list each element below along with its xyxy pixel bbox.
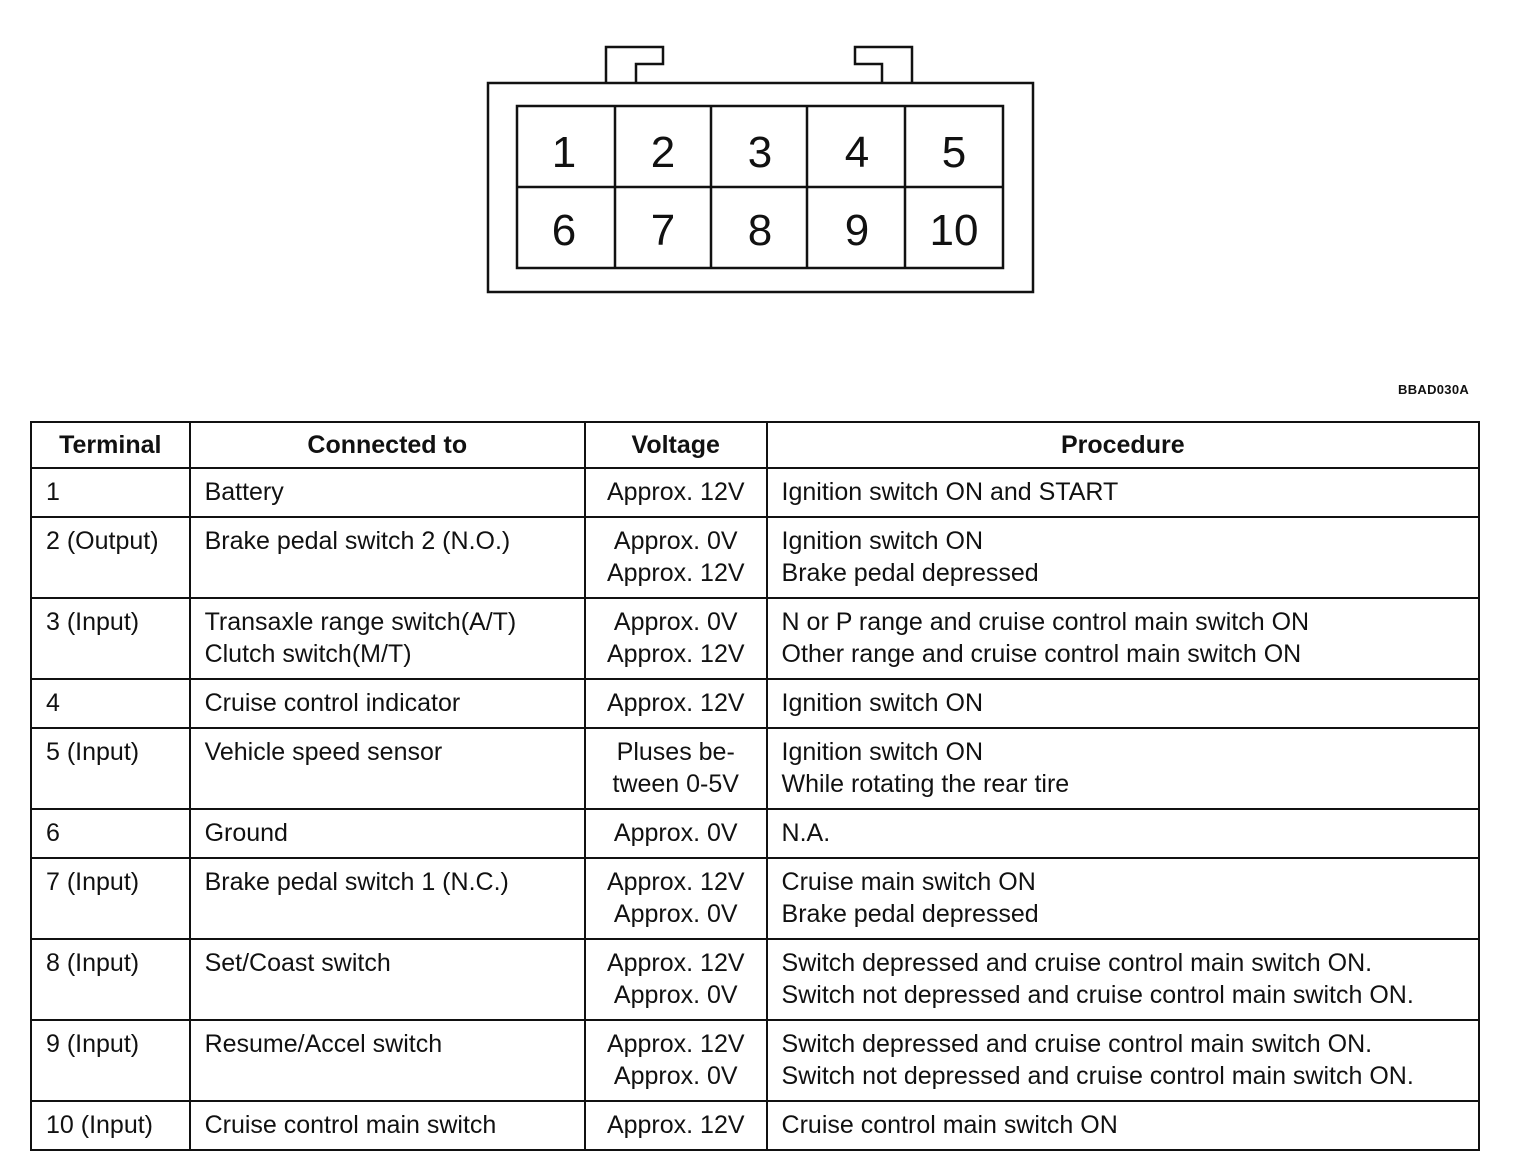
table-header-row	[31, 422, 1479, 468]
connector-pin-2: 2	[650, 128, 676, 177]
procedure-cell-line: N or P range and cruise control main switch ON	[781, 608, 1310, 636]
connected-to-cell-line: Cruise control indicator	[204, 689, 461, 717]
voltage-cell-line: Pluses be-	[616, 738, 735, 766]
connected-to-cell-line: Clutch switch(M/T)	[204, 640, 412, 668]
header-terminal: Terminal	[31, 422, 190, 468]
voltage-cell	[585, 598, 767, 679]
table-row	[31, 598, 1479, 679]
voltage-cell-line: Approx. 12V	[606, 949, 745, 977]
connector-latch-left	[606, 47, 663, 82]
connected-to-cell-line: Ground	[204, 819, 288, 847]
procedure-cell	[767, 728, 1479, 809]
connected-to-cell-line: Brake pedal switch 1 (N.C.)	[204, 868, 509, 896]
procedure-cell	[767, 939, 1479, 1020]
procedure-cell-line: Other range and cruise control main switch ON	[781, 640, 1302, 668]
terminal-cell: 3 (Input)	[31, 598, 190, 679]
voltage-cell-line: Approx. 0V	[613, 819, 738, 847]
connected-to-cell	[190, 1101, 585, 1150]
table-row	[31, 679, 1479, 728]
figure-id: BBAD030A	[1398, 382, 1470, 397]
procedure-cell-line: Ignition switch ON	[781, 689, 984, 717]
terminal-cell: 9 (Input)	[31, 1020, 190, 1101]
connected-to-cell	[190, 1020, 585, 1101]
connector-pin-6: 6	[551, 206, 577, 255]
voltage-cell-line: Approx. 12V	[606, 1111, 745, 1139]
voltage-cell	[585, 517, 767, 598]
voltage-cell-line: Approx. 0V	[613, 527, 738, 555]
table-row	[31, 468, 1479, 517]
voltage-cell-line: Approx. 0V	[613, 900, 738, 928]
voltage-cell	[585, 728, 767, 809]
procedure-cell-line: Switch depressed and cruise control main switch ON.	[781, 949, 1373, 977]
voltage-cell-line: Approx. 0V	[613, 608, 738, 636]
header-procedure: Procedure	[767, 422, 1479, 468]
procedure-cell	[767, 1020, 1479, 1101]
procedure-cell	[767, 1101, 1479, 1150]
terminal-cell: 4	[31, 679, 190, 728]
connected-to-cell-line: Cruise control main switch	[204, 1111, 497, 1139]
procedure-cell-line: Ignition switch ON	[781, 738, 984, 766]
procedure-cell-line: Cruise control main switch ON	[781, 1111, 1118, 1139]
connected-to-cell	[190, 468, 585, 517]
procedure-cell-line: Brake pedal depressed	[781, 900, 1039, 928]
table-row	[31, 939, 1479, 1020]
connected-to-cell-line: Battery	[204, 478, 284, 506]
connected-to-cell	[190, 858, 585, 939]
voltage-cell	[585, 809, 767, 858]
procedure-cell	[767, 809, 1479, 858]
procedure-cell-line: N.A.	[781, 819, 831, 847]
header-voltage: Voltage	[585, 422, 767, 468]
connected-to-cell	[190, 728, 585, 809]
procedure-cell-line: Ignition switch ON and START	[781, 478, 1119, 506]
table-row	[31, 809, 1479, 858]
terminal-table	[30, 421, 1480, 1151]
voltage-cell	[585, 468, 767, 517]
terminal-cell: 7 (Input)	[31, 858, 190, 939]
procedure-cell-line: Switch not depressed and cruise control main switch ON.	[781, 981, 1414, 1009]
connected-to-cell-line: Resume/Accel switch	[204, 1030, 443, 1058]
connected-to-cell-line: Brake pedal switch 2 (N.O.)	[204, 527, 511, 555]
connector-latch-right	[855, 47, 912, 82]
connector-pin-1: 1	[551, 128, 577, 177]
procedure-cell-line: While rotating the rear tire	[781, 770, 1070, 798]
terminal-cell: 10 (Input)	[31, 1101, 190, 1150]
table-row	[31, 728, 1479, 809]
connector-pin-7: 7	[650, 206, 676, 255]
procedure-cell-line: Switch depressed and cruise control main switch ON.	[781, 1030, 1373, 1058]
terminal-cell: 5 (Input)	[31, 728, 190, 809]
voltage-cell-line: Approx. 12V	[606, 868, 745, 896]
connected-to-cell	[190, 598, 585, 679]
header-connected-to: Connected to	[190, 422, 585, 468]
voltage-cell-line: Approx. 12V	[606, 689, 745, 717]
voltage-cell-line: Approx. 12V	[606, 478, 745, 506]
connector-pin-9: 9	[844, 206, 870, 255]
table-row	[31, 1020, 1479, 1101]
procedure-cell-line: Ignition switch ON	[781, 527, 984, 555]
connected-to-cell-line: Vehicle speed sensor	[204, 738, 443, 766]
voltage-cell-line: Approx. 12V	[606, 559, 745, 587]
voltage-cell-line: Approx. 0V	[613, 981, 738, 1009]
terminal-cell: 2 (Output)	[31, 517, 190, 598]
connected-to-cell	[190, 679, 585, 728]
procedure-cell	[767, 468, 1479, 517]
connected-to-cell-line: Set/Coast switch	[204, 949, 391, 977]
voltage-cell	[585, 1020, 767, 1101]
table-row	[31, 517, 1479, 598]
connected-to-cell	[190, 809, 585, 858]
voltage-cell-line: Approx. 12V	[606, 640, 745, 668]
procedure-cell	[767, 679, 1479, 728]
connector-pin-4: 4	[844, 128, 870, 177]
procedure-cell	[767, 858, 1479, 939]
voltage-cell	[585, 939, 767, 1020]
voltage-cell-line: Approx. 12V	[606, 1030, 745, 1058]
connected-to-cell	[190, 939, 585, 1020]
connector-pin-5: 5	[941, 128, 967, 177]
connector-pin-8: 8	[747, 206, 773, 255]
terminal-cell: 8 (Input)	[31, 939, 190, 1020]
procedure-cell-line: Switch not depressed and cruise control main switch ON.	[781, 1062, 1414, 1090]
table-row	[31, 1101, 1479, 1150]
terminal-cell: 1	[31, 468, 190, 517]
voltage-cell	[585, 679, 767, 728]
terminal-cell: 6	[31, 809, 190, 858]
connector-diagram	[480, 40, 1042, 302]
voltage-cell	[585, 1101, 767, 1150]
connected-to-cell	[190, 517, 585, 598]
procedure-cell-line: Brake pedal depressed	[781, 559, 1039, 587]
procedure-cell-line: Cruise main switch ON	[781, 868, 1036, 896]
voltage-cell-line: Approx. 0V	[613, 1062, 738, 1090]
connector-pin-10: 10	[929, 206, 979, 255]
table-row	[31, 858, 1479, 939]
connector-pin-3: 3	[747, 128, 773, 177]
voltage-cell-line: tween 0-5V	[612, 770, 739, 798]
voltage-cell	[585, 858, 767, 939]
procedure-cell	[767, 517, 1479, 598]
procedure-cell	[767, 598, 1479, 679]
connected-to-cell-line: Transaxle range switch(A/T)	[204, 608, 517, 636]
